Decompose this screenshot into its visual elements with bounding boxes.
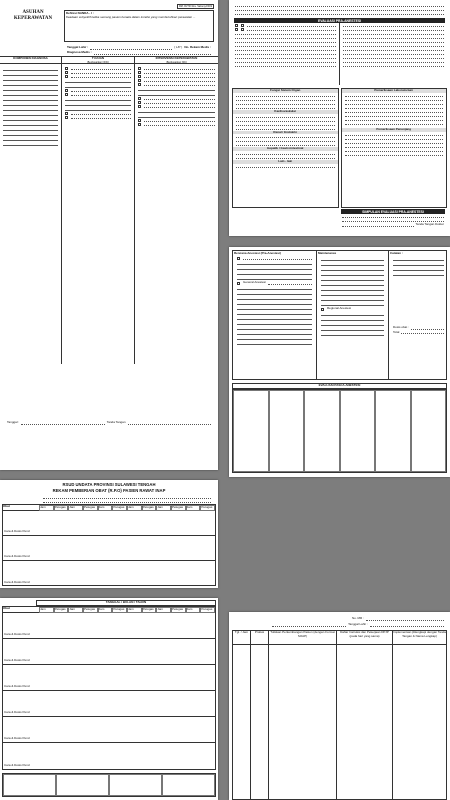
rpo2-row-label: Cara & Dosis Pend [4,632,30,637]
col-intervensi-sub: (Berdasarkan NIC) [166,60,187,64]
col-tujuan-header: TUJUAN [91,56,105,60]
rpo2-col-petugas: Petugas [54,607,69,613]
intervensi-checkbox[interactable] [138,79,141,82]
tujuan-checkbox[interactable] [65,89,68,92]
intervensi-checkbox[interactable] [138,119,141,122]
general-anestesi-label: General Anestesi [243,279,266,284]
rpo2-sheet [0,598,218,800]
general-anestesi-checkbox[interactable] [237,282,240,285]
catatan-sheet [229,612,450,800]
intervensi-checkbox[interactable] [138,71,141,74]
no-mr-label: No. MR : [352,616,364,620]
intervensi-checkbox[interactable] [138,67,141,70]
patient-info [64,45,214,56]
tujuan-checkbox[interactable] [65,71,68,74]
rpo-row [3,511,215,536]
rpo-col-jam: Jam [186,505,201,511]
rpo2-header: TANGGAL / BULAN / TAHUN [36,600,216,606]
col-soap: Tuliskan Perkembangan Pasien (dengan Format SOAP) [269,631,337,645]
rpo2-table [2,606,216,770]
rpo-col-petugas: Petugas [54,505,69,511]
definisi-label: Definisi NANDA - I : [66,11,94,15]
total-label: Total [393,329,400,334]
tanda-dokter-label: Tanda Tangan Dokter [415,222,444,226]
rpo-col-obat: Obat [3,504,10,508]
tanggal-footer: Tanggal : [7,420,20,424]
rpo-col-petugas: Petugas [83,505,98,511]
rpo-col-jam: Jam [39,505,54,511]
col-tujuan-sub: (Berdasarkan NOC) [86,60,110,64]
lab-header: Pemeriksaan Laboratorium [342,89,447,93]
rencana-sheet [229,247,450,477]
col-komponen-header: KOMPONEN DIAGNOSA [0,57,62,64]
rpo2-row-label: Cara & Dosis Pend [4,763,30,768]
intervensi-checkbox[interactable] [138,105,141,108]
rpo2-col-petugas: Petugas [112,607,127,613]
komponen-column [0,64,62,364]
rpo-row-label: Cara & Dosis Pend [4,529,30,534]
rpo2-col-jam: Jam [98,607,113,613]
rpo-row [3,536,215,561]
regional-anestesi-label: Regional Anestesi [327,305,352,310]
catatan-label: Catatan : [390,251,403,255]
intervensi-checkbox[interactable] [138,97,141,100]
askep-title-1: ASUHAN [22,10,44,15]
rpo-col-petugas: Petugas [142,505,157,511]
tujuan-checkbox[interactable] [65,75,68,78]
rpo-hospital: RSUD UNDATA PROVINSI SULAWESI TENGAH [62,482,156,487]
tanggal-lahir-label: Tanggal Lahir : [348,622,368,626]
rpo-title: REKAM PEMBERIAN OBAT (R.P.O) PASIEN RAWAT INAP [52,488,166,493]
rpo-col-jam: Jam [98,505,113,511]
rpo2-row-label: Cara & Dosis Pend [4,736,30,741]
rpo2-row [3,639,215,665]
col-implementasi: Implementasi (dilengkapi dengan Tanda Tangan & Nama Lengkap) [393,631,446,645]
tujuan-checkbox[interactable] [65,67,68,70]
tujuan-checkbox[interactable] [65,112,68,115]
col-tgl-jam: Tgl. / Jam [233,631,251,645]
rpo2-legend [2,773,216,797]
intervensi-column [135,64,218,364]
rpo2-row [3,691,215,717]
rpo2-col-jam: Jam [186,607,201,613]
tujuan-column [62,64,135,364]
fungsi-organ-header: Fungsi Sistem Organ [233,89,338,93]
option-checkbox[interactable] [241,24,244,27]
hepatik-header: Hepatik / Gastrointestinal [233,147,338,151]
intervensi-checkbox[interactable] [138,101,141,104]
evaluasi-header: EVALUASI PASCA ANESTESI [232,383,447,389]
form-code: RM. RI/70/ Rev. Sabeny/2019 [178,5,212,8]
rekam-medis-label: No. Rekam Medis : [184,45,211,49]
col-profesi: Profesi [251,631,269,645]
evaluasi-grid [232,389,447,473]
tanggal-lahir-label: Tanggal Lahir : [67,45,89,49]
rpo2-col-jam: Jam [68,607,83,613]
rpo2-col-petugas: Petugas [83,607,98,613]
definisi-text: Keadaan subyektif ketika seorang pasien berada dalam kondisi yang membutuhkan perawatan ... [66,14,196,19]
rpo-sheet [0,480,218,588]
rpo2-col-jam: Jam [127,607,142,613]
intervensi-checkbox[interactable] [138,123,141,126]
premedikasi-checkbox[interactable] [237,257,240,260]
simpulan-header: SIMPULAN EVALUASI PRA-ANESTESI [341,209,445,214]
dosis-label: Dosis obat : [393,324,409,329]
rpo-row [3,561,215,586]
option-checkbox[interactable] [241,28,244,31]
fungsi-organ-block [232,88,447,208]
rpo-col-petugas: Petugas [171,505,186,511]
jenis-kelamin: ( L/P ) [174,45,183,49]
askep-title-2: KEPERAWATAN [13,16,53,22]
intervensi-checkbox[interactable] [138,75,141,78]
col-intervensi-header: INTERVENSI KEPERAWATAN [155,56,198,60]
rpo2-col-petugas: Petugas [171,607,186,613]
tujuan-checkbox[interactable] [65,93,68,96]
askep-sheet [0,0,218,470]
rpo-col-jam: Jam [156,505,171,511]
rpo2-col-obat: Obat [3,606,10,610]
pra-anestesi-block [232,23,447,85]
rpo-col-petugas: Petugas [200,505,215,511]
anestesi-sheet [229,0,450,236]
rpo2-row [3,743,215,769]
rencana-title: Rencana Anestesi (Pra-Anestesi) [234,251,281,255]
askep-footer [4,420,214,426]
pra-anestesi-header: EVALUASI PRA-ANESTESI [234,18,445,23]
tanda-tangan-label: Tanda Tangan [106,420,126,424]
option-checkbox[interactable] [235,24,238,27]
diagnosa-label: Diagnosa Medis : [67,49,92,54]
rpo2-col-jam: Jam [39,607,54,613]
lain-header: Lain - lain [233,160,338,164]
tujuan-checkbox[interactable] [65,116,68,119]
rpo2-col-petugas: Petugas [142,607,157,613]
rpo2-row [3,613,215,639]
rpo-row-label: Cara & Dosis Pend [4,580,30,585]
rpo2-row [3,717,215,743]
renal-header: Renal / Endokrin [233,131,338,135]
rpo-col-jam: Jam [68,505,83,511]
rpo-col-petugas: Petugas [112,505,127,511]
rpo-col-jam: Jam [127,505,142,511]
rpo2-col-petugas: Petugas [200,607,215,613]
rpo2-col-jam: Jam [156,607,171,613]
option-checkbox[interactable] [235,28,238,31]
penunjang-header: Pemeriksaan Penunjang [342,128,447,132]
intervensi-checkbox[interactable] [138,83,141,86]
rpo2-row-label: Cara & Dosis Pend [4,658,30,663]
rpo2-row [3,665,215,691]
rpo2-row-label: Cara & Dosis Pend [4,710,30,715]
rpo-table [2,504,216,586]
catatan-table [232,630,447,800]
col-instruksi: Daftar Instruksi dan Pekerjaan DPJP (pada hari yang sama) [337,631,393,645]
askep-body [0,64,218,364]
rpo-row-label: Cara & Dosis Pend [4,554,30,559]
kardio-header: Kardiovaskular [233,110,338,114]
regional-anestesi-checkbox[interactable] [321,308,324,311]
maintenance-label: Maintenance [318,251,337,255]
rpo2-row-label: Cara & Dosis Pend [4,684,30,689]
